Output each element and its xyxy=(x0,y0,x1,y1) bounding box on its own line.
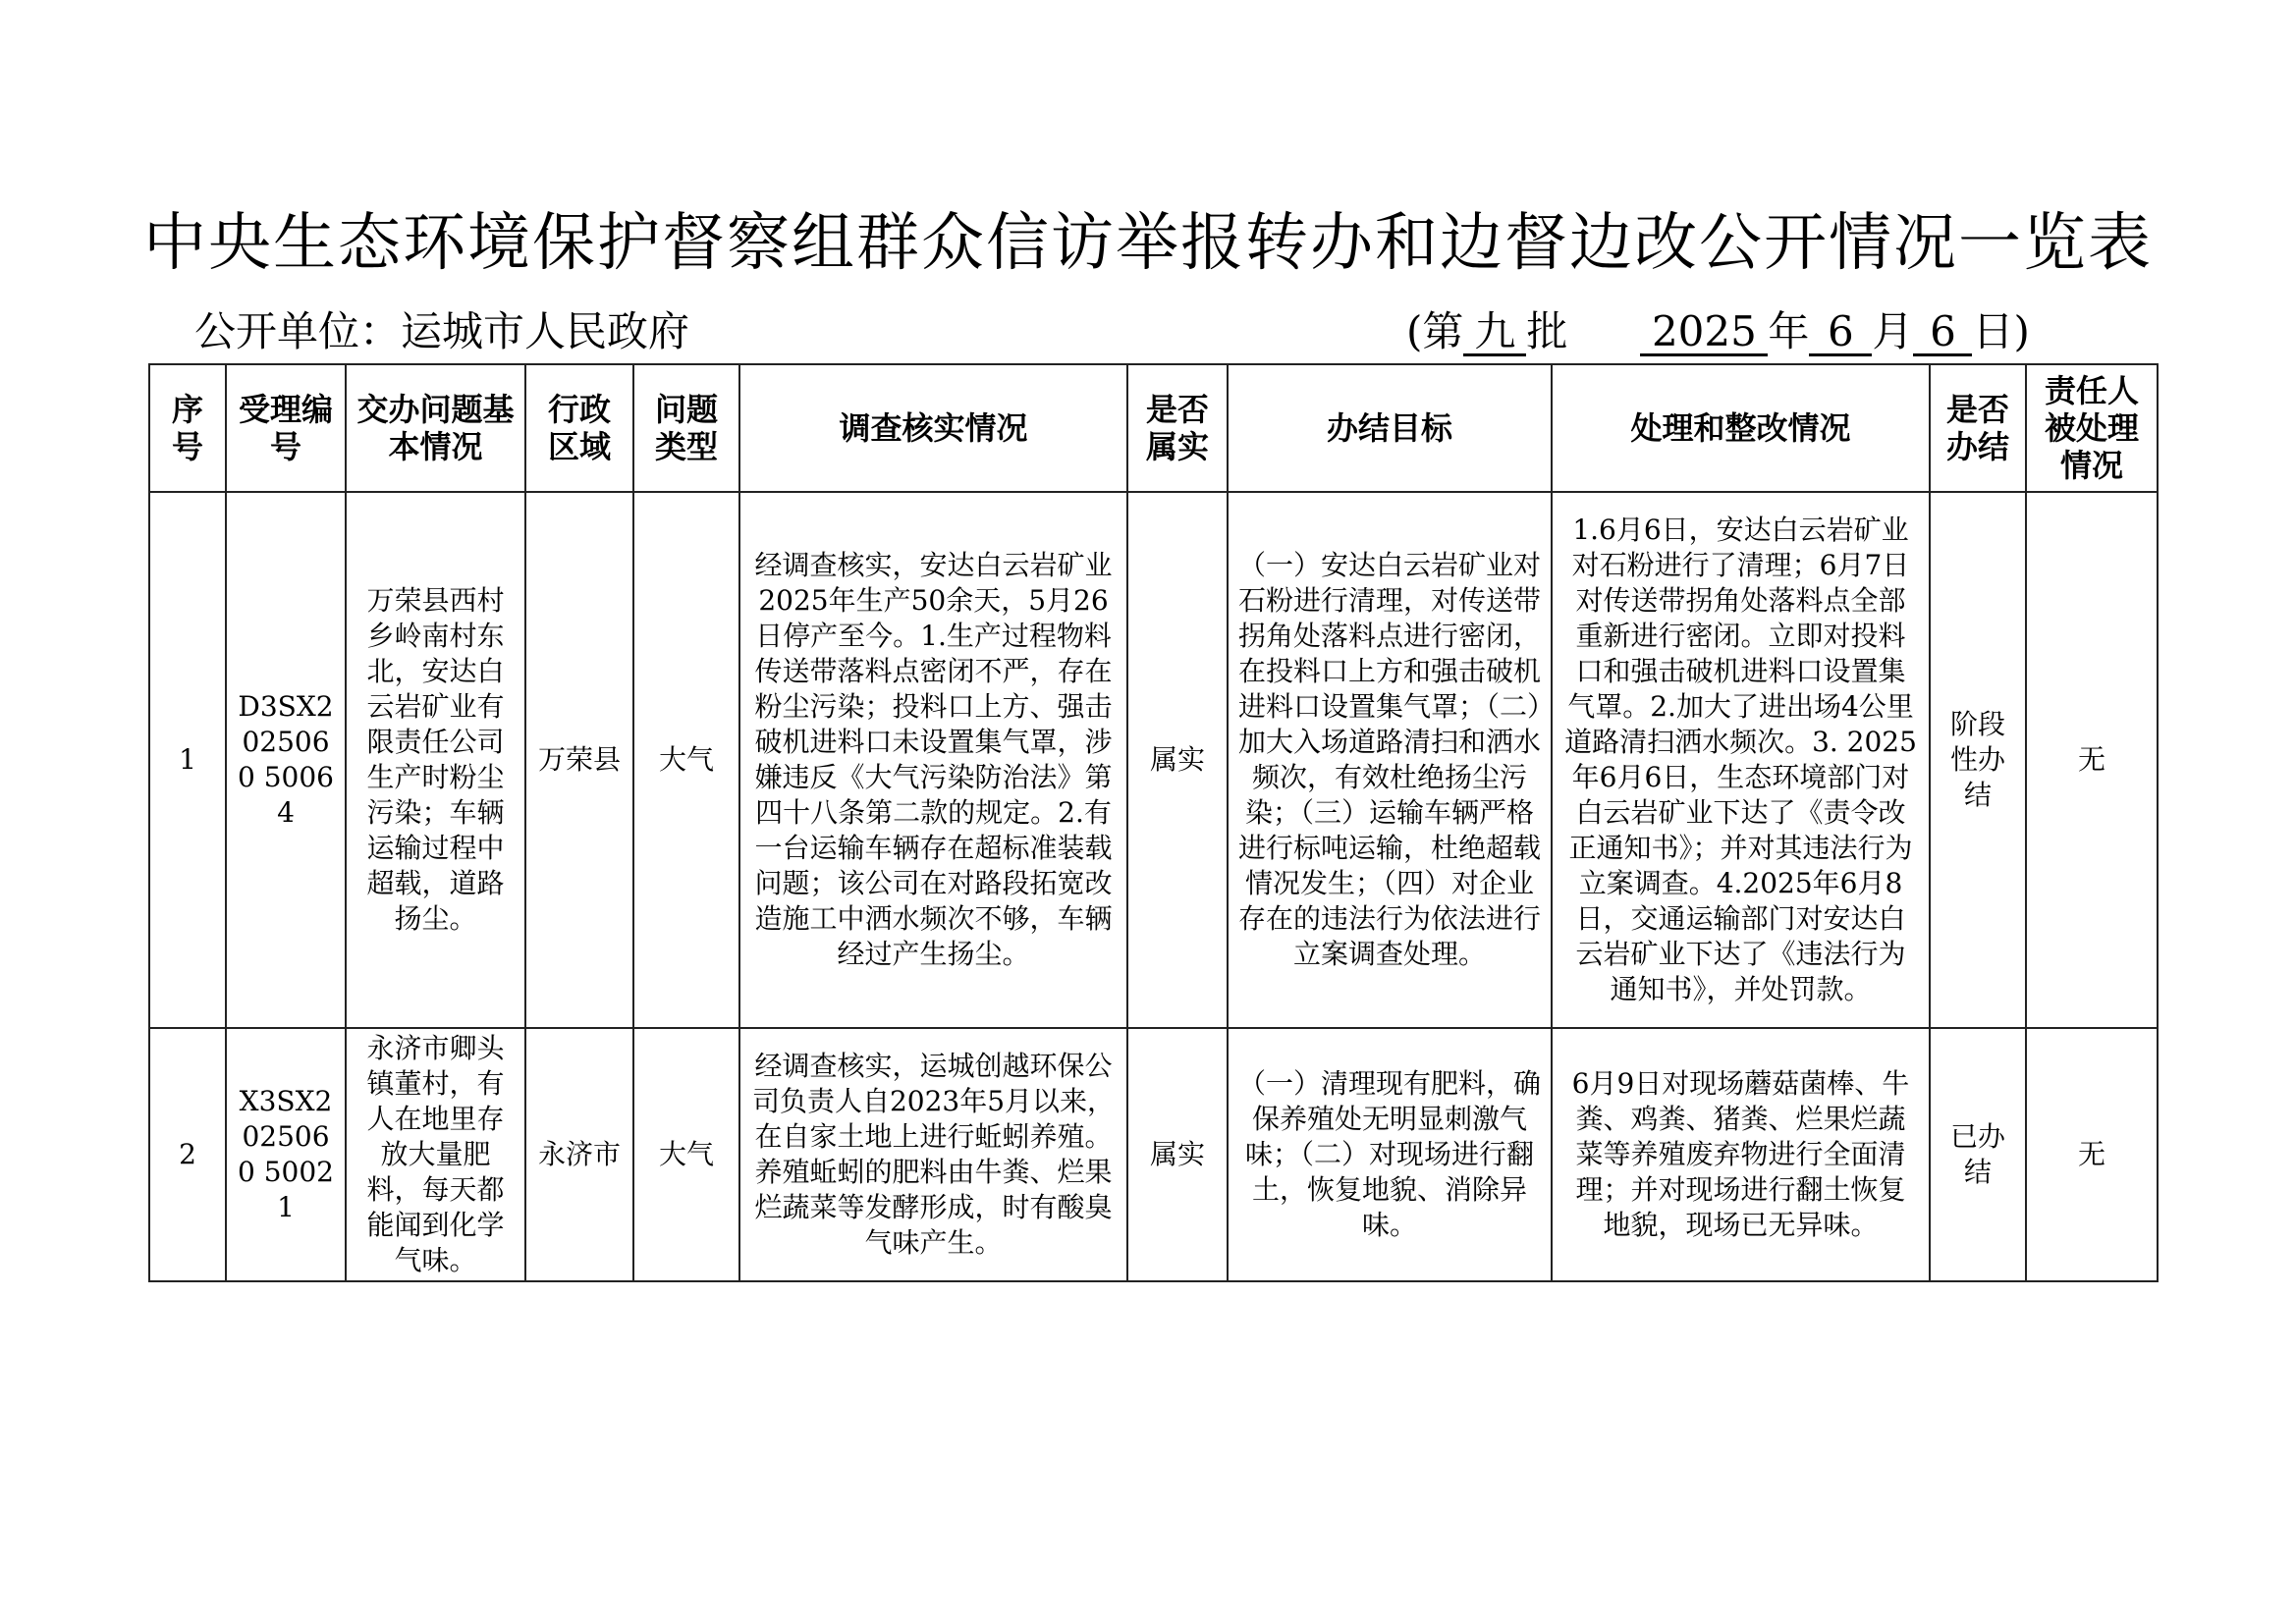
cell-accept-no: D3SX2025060 50064 xyxy=(226,492,346,1028)
header-goal: 办结目标 xyxy=(1228,364,1552,492)
cell-seq: 1 xyxy=(149,492,226,1028)
cell-accept-no: X3SX2025060 50021 xyxy=(226,1028,346,1281)
cell-region: 永济市 xyxy=(525,1028,633,1281)
table-row xyxy=(149,492,2158,1028)
header-handling: 处理和整改情况 xyxy=(1552,364,1930,492)
year-value: 2025 xyxy=(1640,310,1768,356)
cell-closed: 阶段性办结 xyxy=(1930,492,2026,1028)
cell-region: 万荣县 xyxy=(525,492,633,1028)
cell-investigation: 经调查核实，运城创越环保公司负责人自2023年5月以来，在自家土地上进行蚯蚓养殖。养殖蚯蚓的肥料由牛粪、烂果烂蔬菜等发酵形成，时有酸臭气味产生。 xyxy=(739,1028,1127,1281)
publishing-unit xyxy=(194,304,689,359)
batch-number: 九 xyxy=(1463,310,1526,356)
cell-punishment: 无 xyxy=(2026,492,2158,1028)
cell-verified: 属实 xyxy=(1127,492,1228,1028)
header-investigation: 调查核实情况 xyxy=(739,364,1127,492)
month-suffix: 月 xyxy=(1872,307,1914,355)
day-value: 6 xyxy=(1913,310,1972,356)
header-row xyxy=(149,364,2158,492)
cell-issue: 永济市卿头镇董村，有人在地里存放大量肥料，每天都能闻到化学气味。 xyxy=(346,1028,525,1281)
cell-closed: 已办结 xyxy=(1930,1028,2026,1281)
header-type: 问题类型 xyxy=(633,364,739,492)
header-closed: 是否办结 xyxy=(1930,364,2026,492)
cell-issue: 万荣县西村乡岭南村东北，安达白云岩矿业有限责任公司生产时粉尘污染；车辆运输过程中超载，道路扬尘。 xyxy=(346,492,525,1028)
disclosure-table xyxy=(148,363,2159,1282)
header-punishment: 责任人被处理情况 xyxy=(2026,364,2158,492)
document-title: 中央生态环境保护督察组群众信访举报转办和边督边改公开情况一览表 xyxy=(143,207,2153,280)
year-suffix: 年 xyxy=(1768,307,1810,355)
header-region: 行政区域 xyxy=(525,364,633,492)
cell-type: 大气 xyxy=(633,1028,739,1281)
cell-goal: （一）清理现有肥料，确保养殖处无明显刺激气味；（二）对现场进行翻土，恢复地貌、消除异味。 xyxy=(1228,1028,1552,1281)
header-accept-no: 受理编号 xyxy=(226,364,346,492)
batch-date-line xyxy=(1406,304,2030,359)
header-verified: 是否属实 xyxy=(1127,364,1228,492)
cell-handling: 1.6月6日，安达白云岩矿业对石粉进行了清理；6月7日对传送带拐角处落料点全部重新进行密闭。立即对投料口和强击破机进料口设置集气罩。2.加大了进出场4公里道路清扫洒水频次。3. 2025年6月6日，生态环境部门对白云岩矿业下达了《责令改正通知书》；并对其违法行为立案调查。4.2025年6月8日，交通运输部门对安达白云岩矿业下达了《违法行为通知书》，并处罚款。 xyxy=(1552,492,1930,1028)
cell-investigation: 经调查核实，安达白云岩矿业2025年生产50余天，5月26日停产至今。1.生产过程物料传送带落料点密闭不严，存在粉尘污染；投料口上方、强击破机进料口未设置集气罩，涉嫌违反《大气污染防治法》第四十八条第二款的规定。2.有一台运输车辆存在超标准装载问题；该公司在对路段拓宽改造施工中洒水频次不够，车辆经过产生扬尘。 xyxy=(739,492,1127,1028)
header-issue: 交办问题基本情况 xyxy=(346,364,525,492)
cell-verified: 属实 xyxy=(1127,1028,1228,1281)
cell-punishment: 无 xyxy=(2026,1028,2158,1281)
unit-label: 公开单位： xyxy=(194,307,402,355)
day-suffix: 日) xyxy=(1972,307,2030,355)
cell-handling: 6月9日对现场蘑菇菌棒、牛粪、鸡粪、猪粪、烂果烂蔬菜等养殖废弃物进行全面清理；并对现场进行翻土恢复地貌，现场已无异味。 xyxy=(1552,1028,1930,1281)
cell-type: 大气 xyxy=(633,492,739,1028)
batch-suffix: 批 xyxy=(1526,307,1568,355)
month-value: 6 xyxy=(1809,310,1872,356)
batch-prefix: (第 xyxy=(1406,307,1464,355)
cell-seq: 2 xyxy=(149,1028,226,1281)
table-row xyxy=(149,1028,2158,1281)
header-seq: 序号 xyxy=(149,364,226,492)
unit-name: 运城市人民政府 xyxy=(401,307,690,355)
cell-goal: （一）安达白云岩矿业对石粉进行清理，对传送带拐角处落料点进行密闭，在投料口上方和强击破机进料口设置集气罩；（二）加大入场道路清扫和洒水频次，有效杜绝扬尘污染；（三）运输车辆严格进行标吨运输，杜绝超载情况发生；（四）对企业存在的违法行为依法进行立案调查处理。 xyxy=(1228,492,1552,1028)
